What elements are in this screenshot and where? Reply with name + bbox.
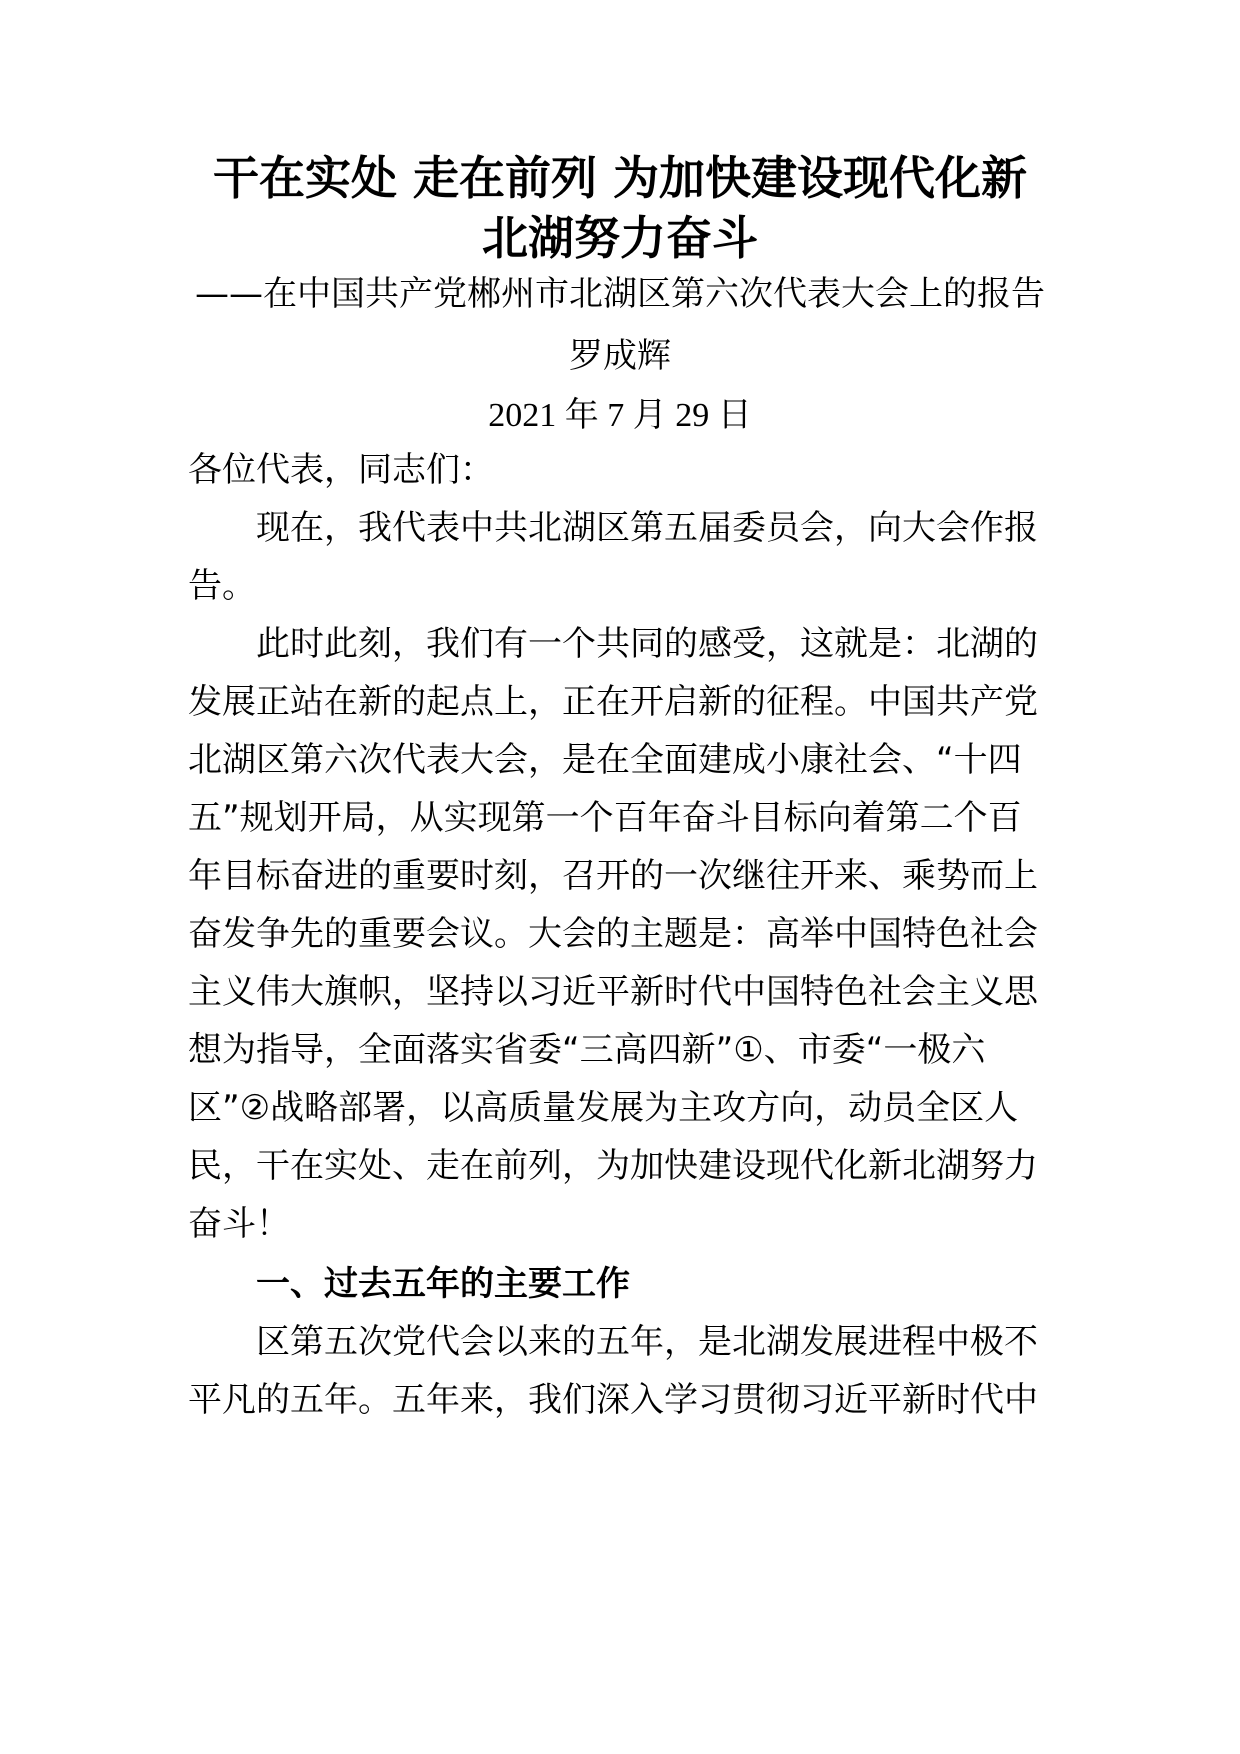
document-title-line-1: 干在实处 走在前列 为加快建设现代化新 bbox=[212, 151, 1028, 205]
paragraph-2-line: 奋发争先的重要会议。大会的主题是：高举中国特色社会 bbox=[188, 914, 1038, 954]
paragraph-2-line: 奋斗！ bbox=[188, 1204, 290, 1244]
paragraph-3-line: 区第五次党代会以来的五年，是北湖发展进程中极不 bbox=[256, 1322, 1038, 1362]
paragraph-2-line: 年目标奋进的重要时刻，召开的一次继往开来、乘势而上 bbox=[188, 856, 1038, 896]
paragraph-2-line: 此时此刻，我们有一个共同的感受，这就是：北湖的 bbox=[256, 624, 1038, 664]
section-heading-1: 一、过去五年的主要工作 bbox=[256, 1264, 630, 1304]
paragraph-2-line: 主义伟大旗帜，坚持以习近平新时代中国特色社会主义思 bbox=[188, 972, 1038, 1012]
paragraph-2-line: 想为指导，全面落实省委“三高四新”①、市委“一极六 bbox=[188, 1030, 986, 1070]
paragraph-2-line: 民，干在实处、走在前列，为加快建设现代化新北湖努力 bbox=[188, 1146, 1038, 1186]
document-subtitle: ——在中国共产党郴州市北湖区第六次代表大会上的报告 bbox=[195, 274, 1045, 314]
document-title-line-2: 北湖努力奋斗 bbox=[482, 211, 758, 265]
author-name: 罗成辉 bbox=[569, 336, 671, 376]
paragraph-3-line: 平凡的五年。五年来，我们深入学习贯彻习近平新时代中 bbox=[188, 1380, 1038, 1420]
paragraph-2-line: 五”规划开局，从实现第一个百年奋斗目标向着第二个百 bbox=[188, 798, 1022, 838]
paragraph-2-line: 北湖区第六次代表大会，是在全面建成小康社会、“十四 bbox=[188, 740, 1022, 780]
salutation: 各位代表，同志们： bbox=[188, 450, 494, 490]
paragraph-1-line: 告。 bbox=[188, 566, 256, 606]
report-date: 2021 年 7 月 29 日 bbox=[488, 397, 752, 434]
paragraph-1-line: 现在，我代表中共北湖区第五届委员会，向大会作报 bbox=[256, 508, 1038, 548]
paragraph-2-line: 区”②战略部署，以高质量发展为主攻方向，动员全区人 bbox=[188, 1088, 1019, 1128]
paragraph-2-line: 发展正站在新的起点上，正在开启新的征程。中国共产党 bbox=[188, 682, 1038, 722]
